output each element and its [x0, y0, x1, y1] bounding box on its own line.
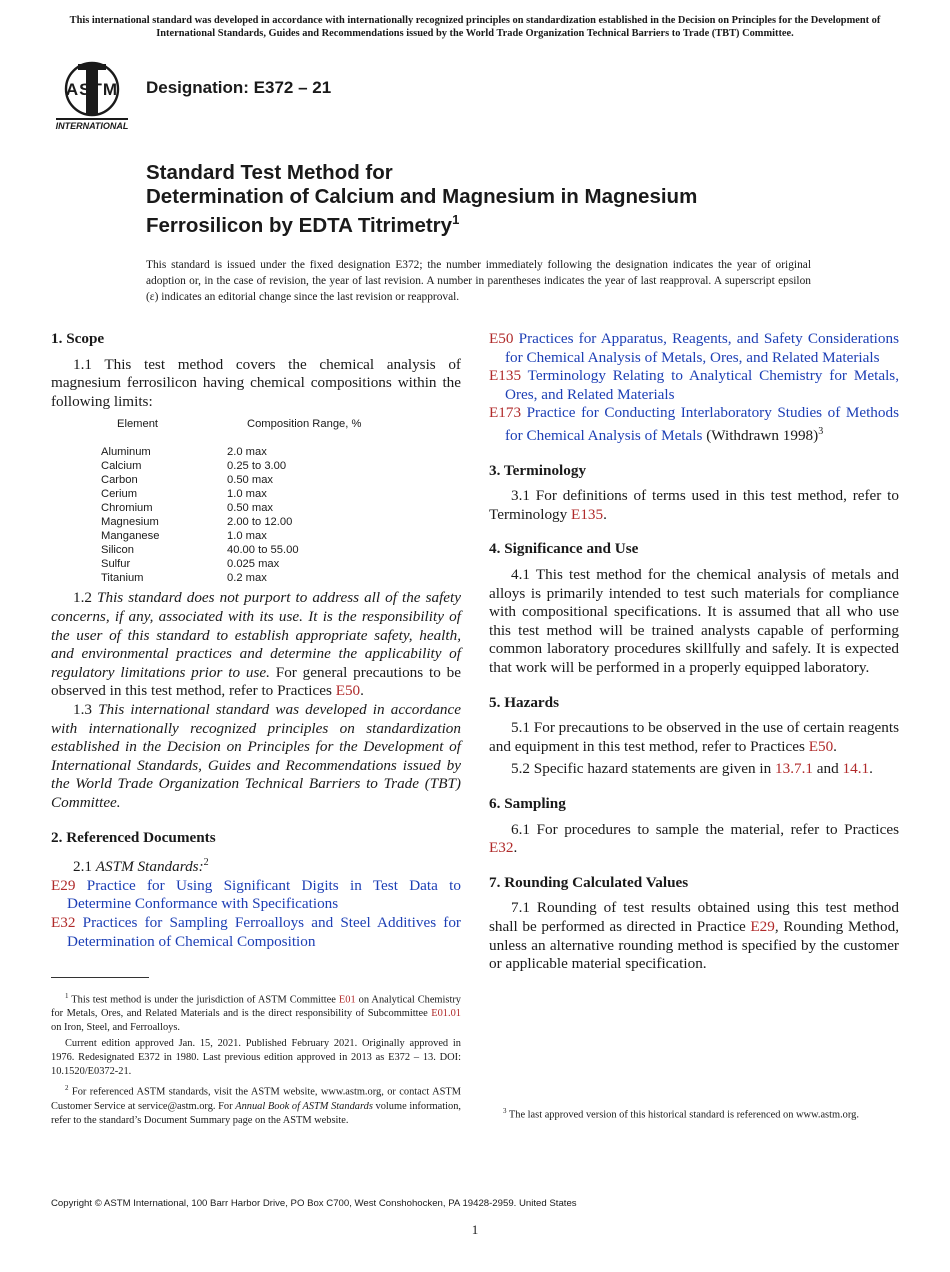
- title-line-1: Standard Test Method for: [146, 161, 393, 184]
- para-5-1: 5.1 For precautions to be observed in the use of certain reagents and equipment in this test method, refer to Practices E50.: [489, 719, 900, 755]
- footnote-2-text-b: volume information, refer to the standard’s Document Summary page on the ASTM website.: [51, 1100, 461, 1126]
- para-5-2-and: and: [816, 760, 839, 778]
- composition-row: [51, 473, 461, 487]
- footnote-1-marker: 1: [65, 992, 69, 1000]
- composition-element: Silicon: [101, 544, 134, 557]
- ref-item-e32[interactable]: [51, 914, 461, 951]
- page-number: 1: [471, 1222, 479, 1237]
- ref-title[interactable]: Practice for Using Significant Digits in Test Data to Determine Conformance with Specifications: [67, 876, 461, 913]
- footnote-edition: Current edition approved Jan. 15, 2021. Published February 2021. Originally approved in 1976. Redesignated E372 in 1980. Last previous edition approved in 2013 as E372 – 13. DOI: 10.1520/E0372-21.: [51, 1038, 461, 1078]
- composition-range: 1.0 max: [227, 488, 267, 501]
- designation: Designation: E372 – 21: [146, 78, 332, 97]
- footnote-3: [489, 1104, 899, 1122]
- composition-table-header: [51, 417, 461, 431]
- ref-code[interactable]: E135: [489, 367, 522, 385]
- composition-range: 0.50 max: [227, 474, 274, 487]
- footnote-2-text-a: For referenced ASTM standards, visit the ASTM website, www.astm.org, or contact ASTM Customer Service at service@astm.org. For: [51, 1086, 461, 1112]
- composition-row: [51, 529, 461, 543]
- ref-title[interactable]: Practices for Apparatus, Reagents, and Safety Considerations for Chemical Analysis of Metals, Ores, and Related Materials: [505, 330, 899, 366]
- para-1-3: [51, 701, 461, 813]
- para-3-1-text: 3.1 For definitions of terms used in this test method, refer to Terminology: [489, 487, 899, 523]
- para-5-2: 5.2 Specific hazard statements are given in 13.7.1 and 14.1.: [511, 760, 873, 778]
- col-header-element: Element: [117, 418, 159, 431]
- footnote-3-marker: 3: [503, 1107, 507, 1115]
- ref-code[interactable]: E32: [51, 913, 76, 931]
- para-7-1: [489, 899, 899, 973]
- composition-row: [51, 501, 461, 515]
- issue-note: This standard is issued under the fixed designation E372; the number immediately following the designation indicates the year of original adoption or, in the case of revision, the year of last revision. A number in parentheses indicates the year of last reapproval. A superscript epsilon (ε) indicates an editorial change since the last revision or reapproval.: [146, 259, 811, 303]
- composition-range: 1.0 max: [227, 530, 267, 543]
- ref-item-e50[interactable]: [489, 330, 899, 367]
- composition-table-body: [51, 445, 461, 585]
- right-column: [489, 330, 899, 974]
- para-1-2-italic: This standard does not purport to address all of the safety concerns, if any, associated with its use. It is the responsibility of the user of this standard to establish appropriate safety, health, and environmental practices and determine the applicability of regulatory limitations prior to use.: [51, 589, 462, 681]
- composition-element: Carbon: [101, 474, 138, 487]
- section-hazards-heading: 5. Hazards: [489, 693, 560, 711]
- ref-link-e135[interactable]: E135: [571, 505, 604, 523]
- footnote-rule: [51, 977, 149, 978]
- composition-range: 40.00 to 55.00: [227, 544, 299, 557]
- composition-element: Chromium: [101, 502, 153, 515]
- composition-row: [51, 571, 461, 585]
- tbt-banner: This international standard was developed in accordance with internationally recognized principles on standardization established in the Decision on Principles for the Development of International Standards, Guides and Recommendations issued by the World Trade Organization Technical Barriers to Trade (TBT) Committee.: [69, 15, 881, 39]
- footnote-3-text: The last approved version of this historical standard is referenced on www.astm.org.: [508, 1109, 859, 1121]
- para-4-1: 4.1 This test method for the chemical analysis of metals and alloys is primarily intended to test such materials for compliance with compositional specifications. It is assumed that all who use this test method will be trained analysts capable of performing common laboratory procedures skillfully and safely. It is expected that work will be performed in a properly equipped laboratory.: [489, 566, 899, 676]
- composition-row: [51, 557, 461, 571]
- composition-range: 0.2 max: [227, 572, 267, 585]
- composition-element: Aluminum: [101, 446, 151, 459]
- para-6-1-text: 6.1 For procedures to sample the material, refer to Practices: [511, 820, 899, 838]
- title-line-3-text: Ferrosilicon by EDTA Titrimetry: [146, 213, 453, 237]
- composition-row: [51, 487, 461, 501]
- title-line-3: [146, 208, 866, 237]
- composition-row: [51, 445, 461, 459]
- composition-element: Titanium: [101, 572, 144, 585]
- footnote-2-italic: Annual Book of ASTM Standards: [235, 1100, 373, 1112]
- composition-table: [51, 417, 461, 585]
- footnote-1: [51, 989, 461, 1035]
- ref-link-e01-01[interactable]: E01.01: [431, 1008, 461, 1020]
- section-significance-heading: 4. Significance and Use: [489, 540, 639, 558]
- ref-link-e32[interactable]: E32: [489, 839, 514, 857]
- para-2-1: [51, 854, 461, 877]
- footnotes-left: [51, 989, 461, 1130]
- ref-code[interactable]: E50: [489, 330, 514, 347]
- composition-range: 2.00 to 12.00: [227, 516, 293, 529]
- ref-code[interactable]: E173: [489, 404, 522, 422]
- ref-title[interactable]: Practice for Conducting Interlaboratory Studies of Methods for Chemical Analysis of Metals: [505, 404, 899, 445]
- composition-element: Cerium: [101, 488, 138, 501]
- footnote-2: [51, 1081, 461, 1127]
- para-1-1: 1.1 This test method covers the chemical analysis of magnesium ferrosilicon having chemical compositions within the following limits:: [51, 355, 461, 410]
- composition-row: [51, 543, 461, 557]
- composition-row: [51, 515, 461, 529]
- para-1-2: 1.2 This standard does not purport to address all of the safety concerns, if any, associated with its use. It is the responsibility of the user of this standard to establish appropriate safety, health, and environmental practices and determine the applicability of regulatory limitations prior to use. For general precautions to be observed in this test method, refer to Practices E50.: [51, 589, 462, 700]
- document-title: [146, 161, 866, 237]
- ref-title[interactable]: Practices for Sampling Ferroalloys and Steel Additives for Determination of Chemical Composition: [67, 913, 461, 950]
- section-rounding-heading: 7. Rounding Calculated Values: [489, 873, 689, 891]
- para-2-1-sup: 2: [203, 857, 209, 869]
- title-footnote-marker: 1: [452, 212, 460, 227]
- ref-item-e173[interactable]: [489, 404, 899, 445]
- footnote-1-text-b: on Analytical Chemistry for Metals, Ores, and Related Materials and is the direct responsibility of Subcommittee: [51, 994, 461, 1020]
- para-5-2-text: 5.2 Specific hazard statements are given in: [511, 760, 772, 778]
- ref-footnote-marker: 3: [818, 425, 824, 437]
- ref-code[interactable]: E29: [51, 876, 76, 894]
- footnote-2-marker: 2: [65, 1084, 69, 1093]
- composition-range: 0.25 to 3.00: [227, 460, 287, 473]
- ref-link-14-1[interactable]: 14.1: [842, 760, 870, 778]
- composition-row: [51, 459, 461, 473]
- para-7-1-text-b: , Rounding Method, unless an alternative rounding method is specified by the customer or applicable material specification.: [489, 917, 900, 973]
- para-7-1-text-a: 7.1 Rounding of test results obtained using this test method shall be performed as directed in Practice: [489, 899, 899, 935]
- ref-link-e01[interactable]: E01: [338, 994, 356, 1006]
- left-column: [51, 330, 461, 951]
- ref-link-e50[interactable]: E50: [335, 682, 361, 700]
- section-referenced-heading: 2. Referenced Documents: [51, 828, 216, 846]
- section-scope-heading: 1. Scope: [51, 330, 105, 347]
- composition-range: 0.50 max: [227, 502, 274, 515]
- copyright-line: Copyright © ASTM International, 100 Barr Harbor Drive, PO Box C700, West Conshohocken, PA 19428-2959. United States: [51, 1198, 577, 1209]
- ref-withdrawn: (Withdrawn 1998): [706, 427, 819, 445]
- composition-range: 0.025 max: [227, 558, 280, 571]
- para-2-1-num: 2.1: [73, 858, 92, 876]
- ref-item-e135[interactable]: [489, 367, 899, 404]
- section-sampling-heading: 6. Sampling: [489, 794, 566, 812]
- ref-link-e50[interactable]: E50: [808, 737, 834, 755]
- para-1-2-rest: For general precautions to be observed in this test method, refer to Practices: [51, 663, 461, 700]
- logo-letters: ASTM: [65, 80, 119, 99]
- para-1-3-italic: This international standard was developed in accordance with internationally recognized principles on standardization established in the Decision on Principles for the Development of International Standards, Guides and Recommendations issued by the World Trade Organization Technical Barriers to Trade (TBT) Committee.: [51, 700, 462, 811]
- para-3-1: 3.1 For definitions of terms used in this test method, refer to Terminology E135.: [489, 487, 899, 523]
- ref-item-e29[interactable]: [51, 877, 461, 914]
- composition-element: Sulfur: [101, 558, 131, 571]
- col-header-range: Composition Range, %: [247, 418, 362, 431]
- footnotes-right: [489, 1104, 899, 1122]
- footnote-1-text-a: This test method is under the jurisdiction of ASTM Committee: [71, 994, 336, 1006]
- logo-word: INTERNATIONAL: [55, 121, 129, 131]
- composition-element: Manganese: [101, 530, 160, 543]
- ref-link-13-7-1[interactable]: 13.7.1: [775, 760, 813, 778]
- ref-title[interactable]: Terminology Relating to Analytical Chemistry for Metals, Ores, and Related Materials: [505, 367, 899, 403]
- para-1-2-num: 1.2: [73, 589, 92, 607]
- composition-element: Magnesium: [101, 516, 159, 529]
- para-6-1: 6.1 For procedures to sample the material, refer to Practices E32.: [489, 820, 899, 857]
- composition-element: Calcium: [101, 460, 142, 473]
- section-terminology-heading: 3. Terminology: [489, 461, 587, 479]
- para-1-3-num: 1.3: [73, 700, 92, 718]
- footnote-1-text-c: on Iron, Steel, and Ferroalloys.: [51, 1022, 180, 1034]
- astm-logo: [52, 55, 136, 135]
- para-2-1-label: ASTM Standards:: [95, 858, 204, 876]
- title-line-2: Determination of Calcium and Magnesium in Magnesium: [146, 184, 698, 208]
- ref-link-e29[interactable]: E29: [750, 917, 775, 935]
- para-5-1-text: 5.1 For precautions to be observed in the use of certain reagents and equipment in this test method, refer to Practices: [489, 719, 900, 755]
- composition-range: 2.0 max: [227, 446, 267, 459]
